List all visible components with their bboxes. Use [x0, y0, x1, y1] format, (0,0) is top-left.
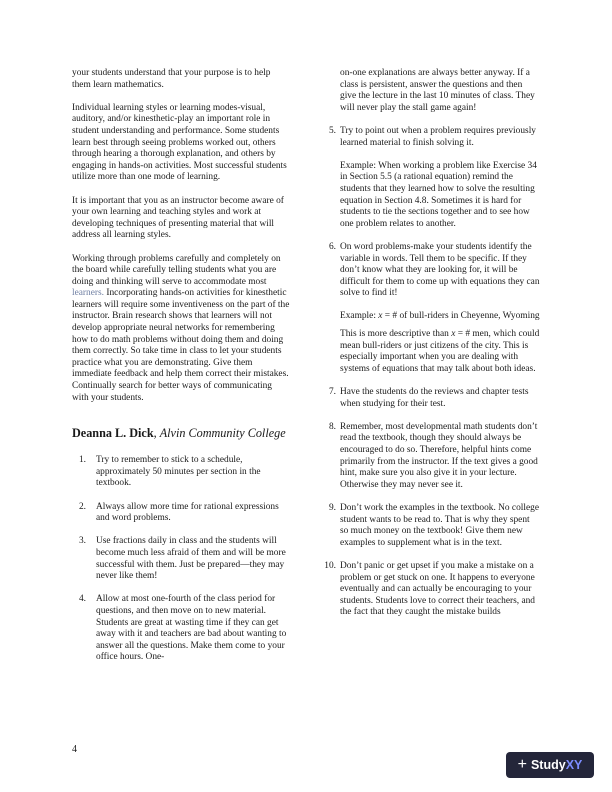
item-text: Don’t panic or get upset if you make a mistake on a problem or get stuck on one. It happens to everyone eventually and can actually be encouraging to your students. Students love to correct their teachers, and the fact that they caught the mistake builds: [340, 560, 535, 618]
item-number: 2.: [78, 501, 86, 512]
item-number: 3.: [78, 536, 86, 547]
continuation-text: on-one explanations are always better anyway. If a class is persistent, answer the questions and then give the lecture in the last 10 minutes of class. They will never play the stall game again!: [340, 68, 535, 113]
item-text: Have the students do the reviews and chapter tests when studying for their test.: [340, 387, 529, 409]
item-number: 7.: [328, 387, 336, 398]
item-number: 10.: [324, 560, 336, 571]
example-prefix: Example:: [340, 311, 379, 322]
list-item: [318, 422, 540, 492]
item-text: Allow at most one-fourth of the class period for questions, and then move on to new material. Students are great at wasting time if they can get away with it and teachers are bad about wanting to answer all the questions. Make them come to your office hours. One-: [96, 594, 287, 663]
paragraph: It is important that you as an instructor become aware of your own learning and teaching styles and work at developing techniques of presenting material that will address all learning styles.: [72, 195, 284, 241]
item-text: Try to remember to stick to a schedule, approximately 50 minutes per section in the textbook.: [96, 455, 261, 489]
note-text: = # men, which could mean bull-riders or just citizens of the city. This is especially important when you are dealing with systems of equations that may talk about both ideas.: [340, 329, 540, 374]
studyxy-badge[interactable]: [506, 752, 594, 778]
list-item: [318, 503, 540, 549]
list-item: [318, 126, 540, 230]
item-number: 5.: [328, 125, 336, 136]
list-item: [318, 387, 540, 410]
author-name: Deanna L. Dick: [72, 426, 154, 441]
item-number: 8.: [328, 421, 336, 432]
learners-link[interactable]: learners.: [72, 288, 105, 299]
brand-logo-text: [531, 758, 582, 772]
author-separator: ,: [153, 426, 160, 441]
item-text: Always allow more time for rational expressions and word problems.: [96, 501, 279, 524]
right-column: [318, 68, 540, 631]
paragraph: Individual learning styles or learning modes-visual, auditory, and/or kinesthetic-play an important role in student understanding and performance. Some students learn best through seeing problems worked out, others through hearing a thorough explanation, and others by engaging in hands-on activities. Most successful students utilize more than one mode of learning.: [72, 102, 287, 183]
item-number: 6.: [328, 241, 336, 252]
note-prefix: This is more descriptive than: [340, 329, 452, 340]
paragraph: your students understand that your purpose is to help them learn mathematics.: [72, 68, 271, 90]
item-text: On word problems-make your students identify the variable in words. Tell them to be specific. If they don’t know what they are looking for, it will be difficult for them to come up with equations they can solve to find it!: [340, 241, 540, 299]
list-item: [72, 594, 290, 664]
item-text: Don’t work the examples in the textbook. No college student wants to be read to. That is why they spent so much money on the textbook! Give them new examples to supplement what is in the text.: [340, 502, 539, 548]
item-text: Use fractions daily in class and the students will become much less afraid of them and will be more successful with them. Just be prepared—they may never like them!: [96, 536, 286, 582]
list-item: [72, 502, 290, 525]
item-example: [340, 311, 540, 323]
author-heading: [72, 426, 290, 441]
item-number: 9.: [328, 502, 336, 513]
item-example: Example: When working a problem like Exercise 34 in Section 5.5 (a rational equation) remind the students that they learned how to solve the resulting equation in Section 4.8. Sometimes it is hard for students to tie the sections together and to see how one problem relates to another.: [340, 160, 537, 229]
list-item: [72, 455, 290, 490]
variable-x: x: [451, 329, 456, 340]
list-item: [318, 561, 540, 619]
item-text: Try to point out when a problem requires previously learned material to finish solving it.: [340, 125, 536, 148]
tips-list-continued: [318, 126, 540, 619]
tips-list: [72, 455, 290, 664]
brand-study: Study: [530, 758, 566, 772]
page-number: 4: [72, 744, 77, 755]
example-definition: = # of bull-riders in Cheyenne, Wyoming: [382, 311, 540, 322]
author-affiliation: Alvin Community College: [159, 426, 286, 441]
item-note: [340, 329, 540, 375]
left-column: [72, 68, 290, 676]
paragraph-text: Working through problems carefully and completely on the board while carefully telling students what you are doing and thinking will serve to accommodate most: [72, 253, 281, 287]
brand-xy: XY: [565, 758, 583, 772]
item-text: Remember, most developmental math students don’t read the textbook, though they should always be encouraged to do so. Therefore, helpful hints come primarily from the instructor. If the text gives a good hint, make sure you also give it in your lecture. Otherwise they may never see it.: [340, 421, 538, 490]
item-number: 4.: [78, 594, 86, 605]
paragraph-text: Incorporating hands-on activities for kinesthetic learners will require some inventiveness on the part of the instructor. Brain research shows that learners will not develop appropriate neural networks for remembering how to do math problems without doing them and doing them correctly. So take time in class to let your students practice what you are demonstrating. Give them immediate feedback and help them correct their mistakes. Continually search for better ways of communicating with your students.: [72, 288, 290, 403]
list-item: [318, 242, 540, 376]
item-number: 1.: [78, 455, 86, 466]
plus-icon: +: [517, 756, 527, 773]
variable-x: x: [378, 311, 383, 322]
list-item: [72, 536, 290, 582]
paragraph: [72, 254, 290, 405]
